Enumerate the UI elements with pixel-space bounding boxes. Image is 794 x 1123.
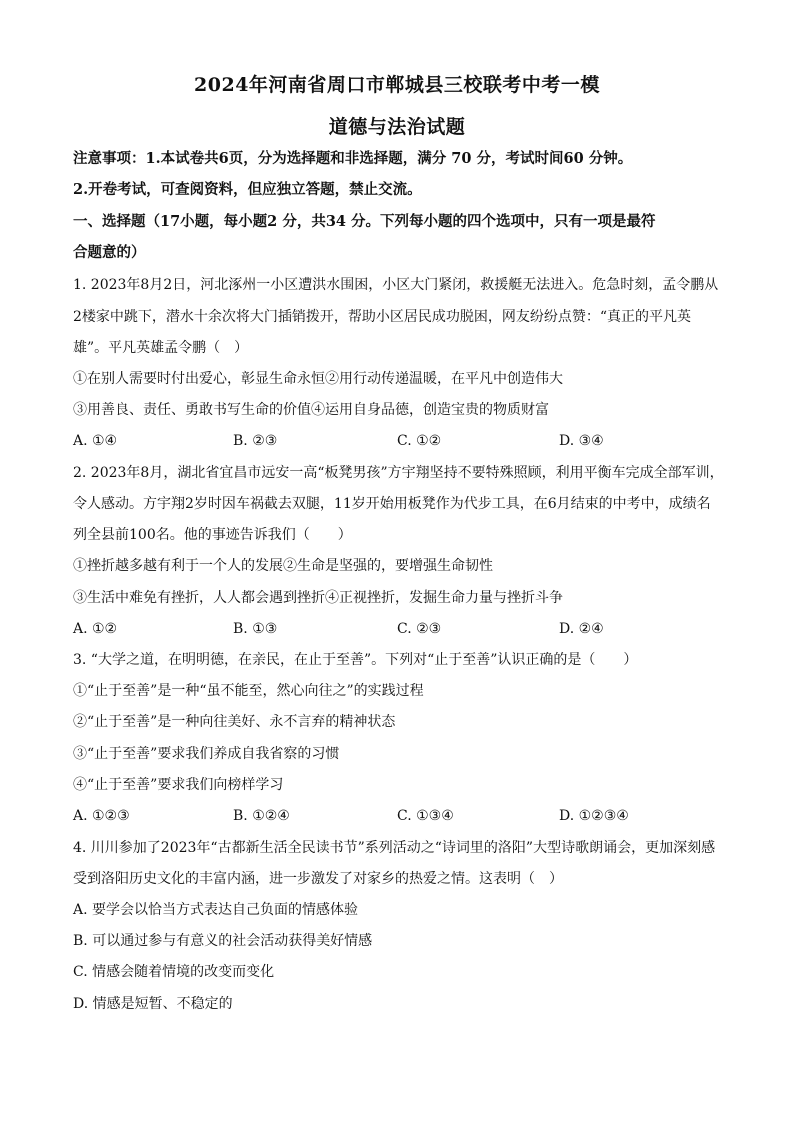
section-heading-line-1: 一、选择题（17小题，每小题2 分，共34 分。下列每小题的四个选项中，只有一项是最符 (73, 213, 656, 230)
question-2-statement-b: ③生活中难免有挫折，人人都会遇到挫折④正视挫折，发掘生命力量与挫折斗争 (73, 590, 563, 606)
question-2-option-b: B. ①③ (233, 621, 278, 637)
question-3-option-a: A. ①②③ (73, 808, 130, 824)
notes-line-2: 2.开卷考试，可查阅资料，但应独立答题，禁止交流。 (73, 181, 422, 198)
question-3-option-b: B. ①②④ (233, 808, 290, 824)
question-3-statement-2: ②“止于至善”是一种向往美好、永不言弃的精神状态 (73, 714, 396, 730)
question-3-option-c: C. ①③④ (397, 808, 454, 824)
question-4-option-d: D. 情感是短暂、不稳定的 (73, 996, 233, 1012)
question-2-line-1: 2. 2023年8月，湖北省宜昌市远安一高“板凳男孩”方宇翔坚持不要特殊照顾，利用平衡车完成全部军训， (73, 465, 724, 481)
question-2-option-d: D. ②④ (559, 621, 604, 637)
question-4-line-2: 受到洛阳历史文化的丰富内涵，进一步激发了对家乡的热爱之情。这表明（ ） (73, 871, 563, 887)
question-1-line-1: 1. 2023年8月2日，河北涿州一小区遭洪水围困，小区大门紧闭，救援艇无法进入。危急时刻，孟令鹏从 (73, 277, 719, 293)
question-4-option-a: A. 要学会以恰当方式表达自己负面的情感体验 (73, 902, 359, 918)
question-1-option-a: A. ①④ (73, 433, 118, 449)
question-2-option-c: C. ②③ (397, 621, 442, 637)
question-1-line-3: 雄”。平凡英雄孟令鹏（ ） (73, 340, 249, 356)
question-3-statement-4: ④“止于至善”要求我们向榜样学习 (73, 777, 284, 793)
exam-subtitle: 道德与法治试题 (328, 116, 466, 138)
question-4-option-c: C. 情感会随着情境的改变而变化 (73, 964, 275, 980)
question-3-statement-1: ①“止于至善”是一种“虽不能至，然心向往之”的实践过程 (73, 683, 424, 699)
question-2-statement-a: ①挫折越多越有利于一个人的发展②生命是坚强的，要增强生命韧性 (73, 558, 493, 574)
question-1-statement-b: ③用善良、责任、勇敢书写生命的价值④运用自身品德，创造宝贵的物质财富 (73, 402, 549, 418)
notes-line-1: 注意事项：1.本试卷共6页，分为选择题和非选择题，满分 70 分，考试时间60 分钟。 (73, 150, 633, 167)
question-1-option-d: D. ③④ (559, 433, 604, 449)
section-heading-line-2: 合题意的） (73, 244, 146, 261)
question-1-statement-a: ①在别人需要时付出爱心，彰显生命永恒②用行动传递温暖，在平凡中创造伟大 (73, 371, 563, 387)
question-1-line-2: 2楼家中跳下，潜水十余次将大门插销拨开，帮助小区居民成功脱困，网友纷纷点赞：“真正的平凡英 (73, 309, 692, 325)
question-2-option-a: A. ①② (73, 621, 118, 637)
question-3-statement-3: ③“止于至善”要求我们养成自我省察的习惯 (73, 746, 340, 762)
question-2-line-3: 列全县前100名。他的事迹告诉我们（ ） (73, 527, 352, 543)
question-2-line-2: 令人感动。方宇翔2岁时因车祸截去双腿，11岁开始用板凳作为代步工具，在6月结束的中考中，成绩名 (73, 496, 711, 512)
question-4-line-1: 4. 川川参加了2023年“古都新生活全民读书节”系列活动之“诗词里的洛阳”大型诗歌朗诵会，更加深刻感 (73, 840, 716, 856)
question-4-option-b: B. 可以通过参与有意义的社会活动获得美好情感 (73, 933, 373, 949)
question-3-line-1: 3. “大学之道，在明明德，在亲民，在止于至善”。下列对“止于至善”认识正确的是（ ） (73, 652, 638, 668)
question-3-option-d: D. ①②③④ (559, 808, 629, 824)
question-1-option-c: C. ①② (397, 433, 442, 449)
question-1-option-b: B. ②③ (233, 433, 278, 449)
exam-title: 2024年河南省周口市郸城县三校联考中考一模 (194, 74, 600, 96)
